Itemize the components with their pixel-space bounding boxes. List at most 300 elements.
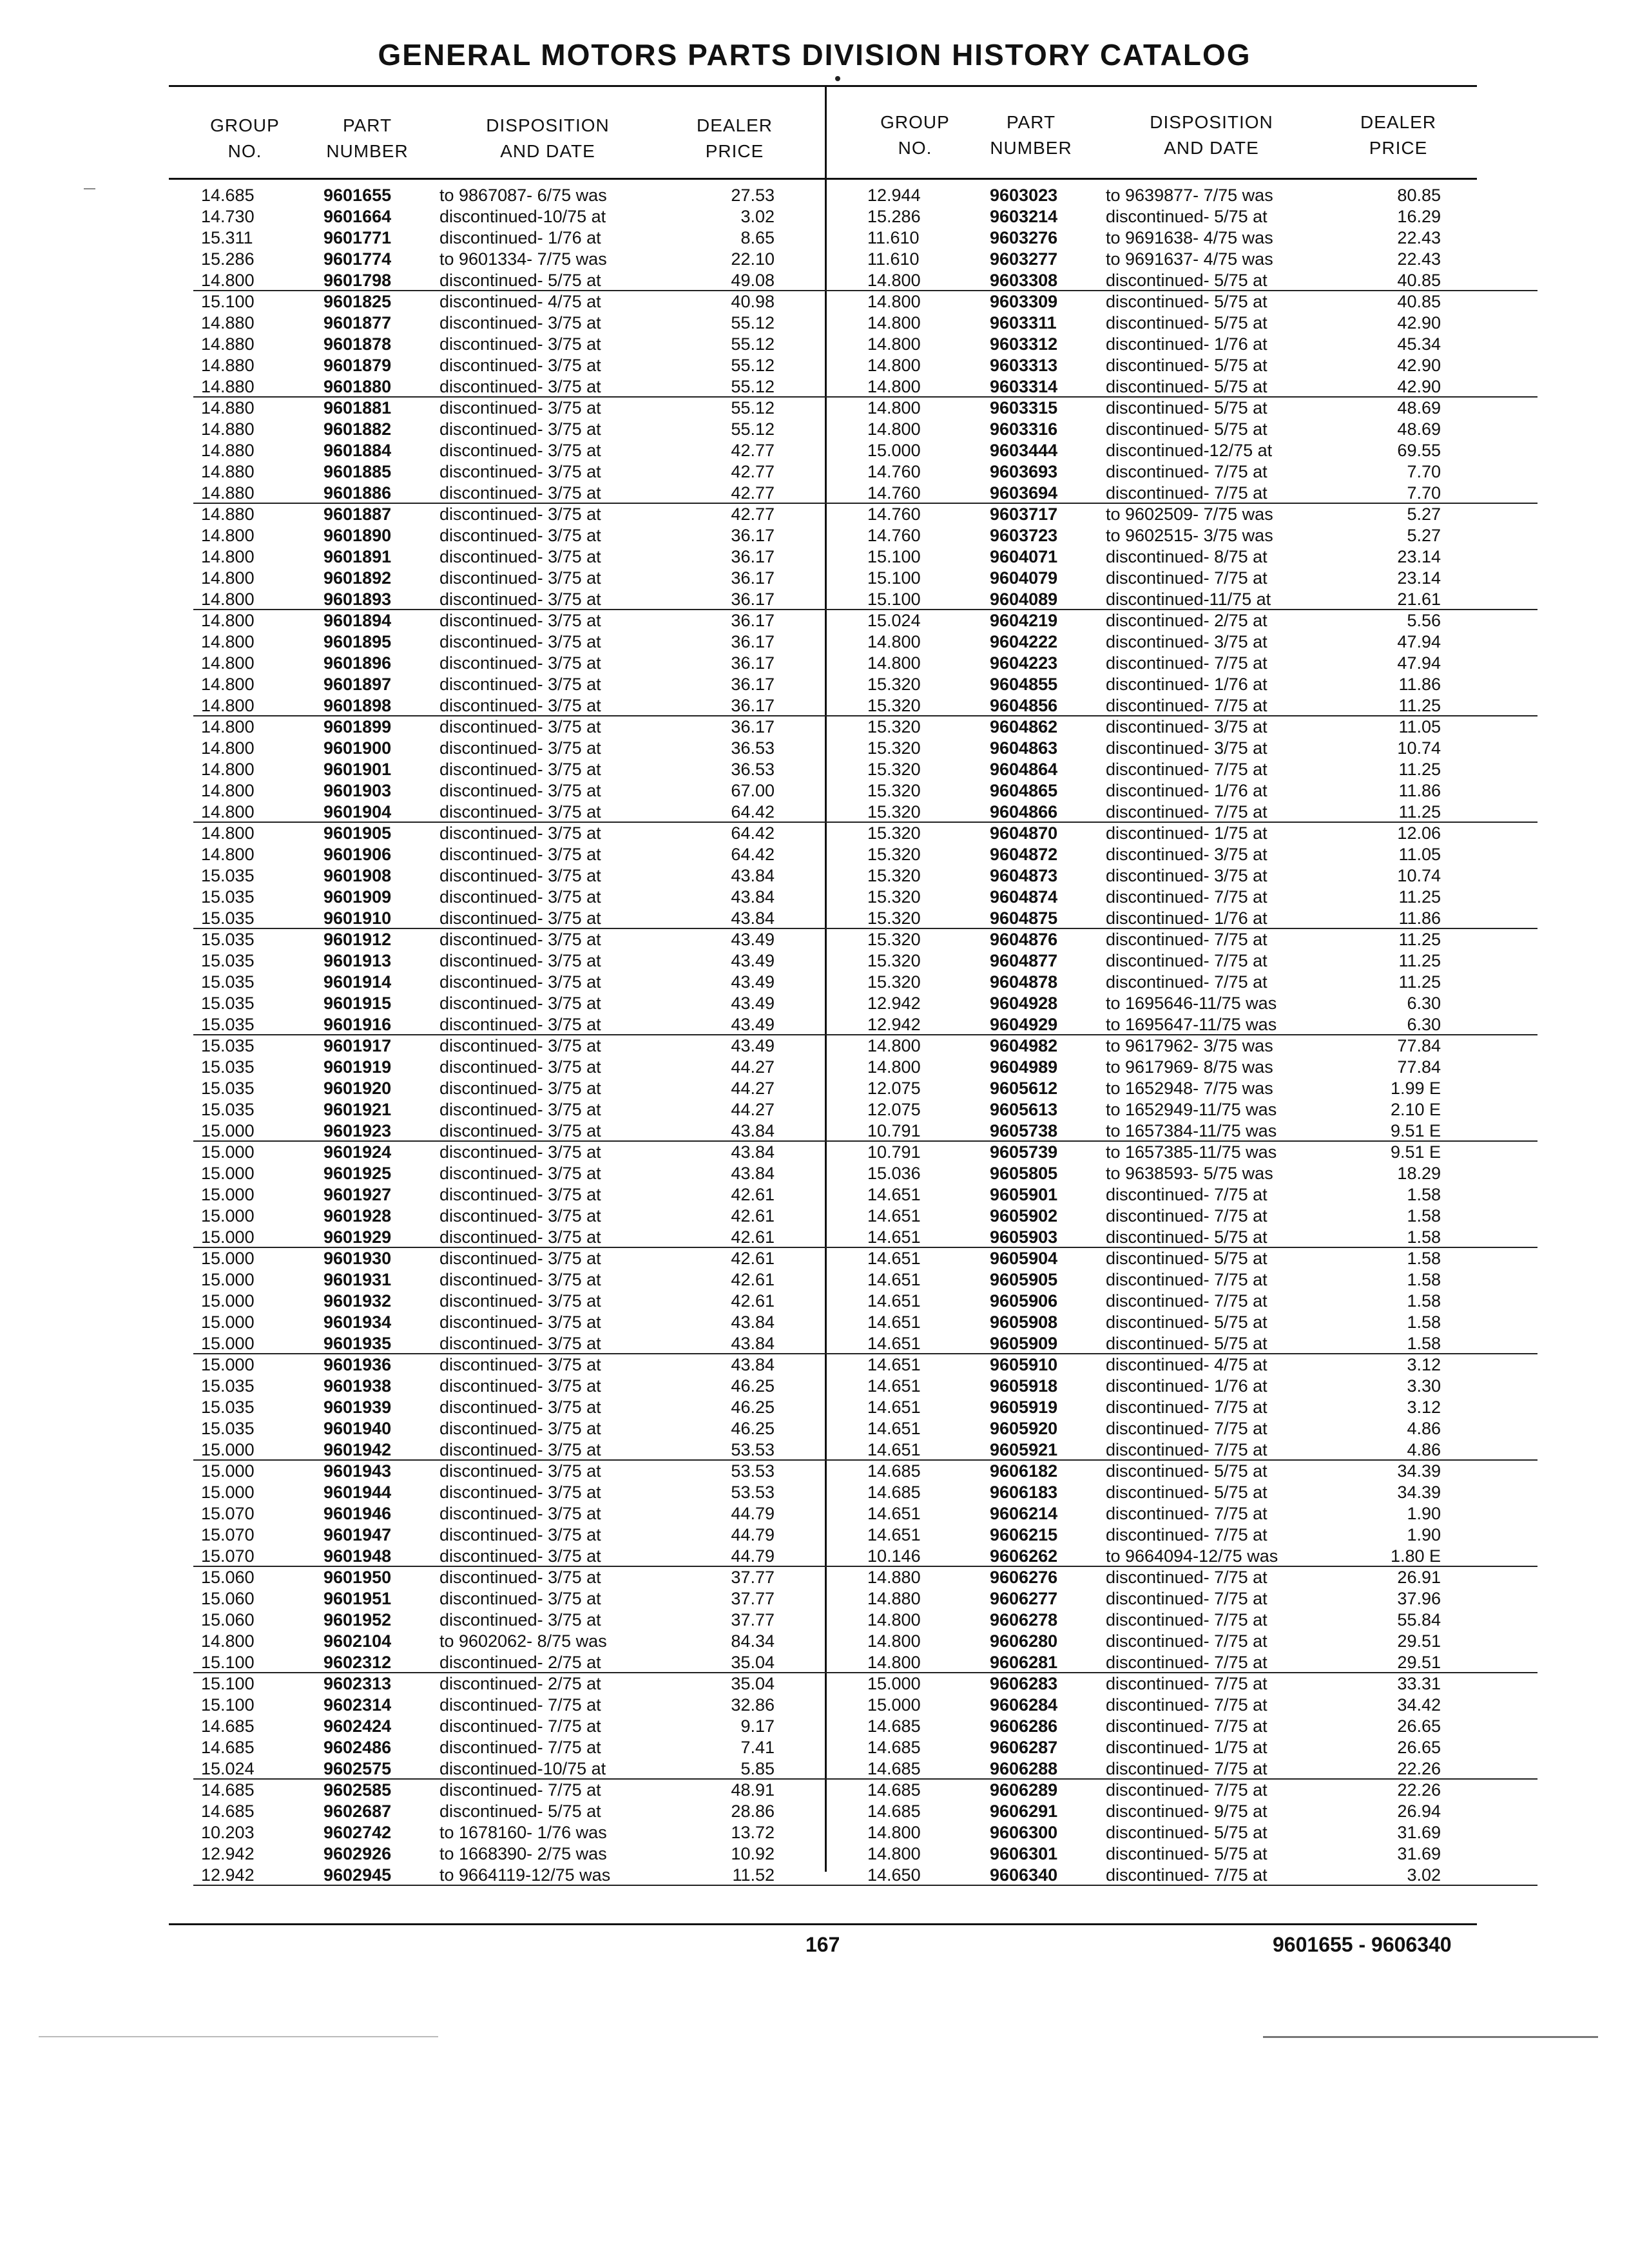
disposition: discontinued- 3/75 at — [439, 1398, 601, 1417]
table-row — [201, 653, 865, 674]
dealer-price: 64.42 — [731, 823, 775, 843]
dealer-price: 42.77 — [731, 462, 775, 481]
table-row — [201, 1631, 865, 1652]
group-no: 15.035 — [201, 1398, 255, 1417]
part-number: 9603311 — [990, 313, 1057, 332]
table-row — [867, 1503, 1531, 1524]
table-row — [867, 1716, 1531, 1737]
part-number: 9604864 — [990, 760, 1058, 779]
group-no: 15.000 — [201, 1121, 255, 1140]
dealer-price: 36.17 — [731, 696, 775, 715]
part-number: 9603444 — [990, 441, 1058, 460]
page-title: GENERAL MOTORS PARTS DIVISION HISTORY CATALOG — [378, 38, 1251, 72]
part-number: 9606262 — [990, 1546, 1058, 1566]
dealer-price: 3.12 — [1407, 1398, 1441, 1417]
disposition: discontinued- 9/75 at — [1106, 1802, 1268, 1821]
table-row — [867, 504, 1531, 525]
part-number: 9602926 — [323, 1844, 392, 1863]
group-no: 12.942 — [867, 994, 921, 1013]
footer-rule — [169, 1923, 1477, 1925]
disposition: discontinued- 3/75 at — [1106, 632, 1268, 651]
part-number: 9601919 — [323, 1057, 392, 1077]
group-no: 14.800 — [867, 653, 921, 673]
table-row — [201, 440, 865, 461]
disposition: discontinued- 1/75 at — [1106, 1738, 1268, 1757]
group-no: 15.320 — [867, 972, 921, 992]
dealer-price: 7.70 — [1407, 483, 1441, 503]
disposition: discontinued- 7/75 at — [1106, 1440, 1268, 1459]
dealer-price: 42.61 — [731, 1270, 775, 1289]
group-no: 14.730 — [201, 207, 255, 226]
dealer-price: 26.91 — [1397, 1568, 1441, 1587]
group-no: 14.651 — [867, 1249, 921, 1268]
part-number: 9601929 — [323, 1227, 392, 1247]
dealer-price: 64.42 — [731, 845, 775, 864]
right-parts-table — [867, 185, 1531, 1886]
group-no: 15.320 — [867, 760, 921, 779]
disposition: discontinued- 1/76 at — [1106, 1376, 1268, 1396]
dealer-price: 11.25 — [1398, 760, 1441, 779]
table-row — [201, 1758, 865, 1780]
table-row — [201, 1291, 865, 1312]
dealer-price: 44.27 — [731, 1079, 775, 1098]
table-row — [201, 1035, 865, 1057]
scan-mark — [84, 188, 95, 189]
part-number: 9605904 — [990, 1249, 1058, 1268]
disposition: discontinued- 3/75 at — [439, 1206, 601, 1225]
disposition: to 9867087- 6/75 was — [439, 186, 607, 205]
disposition: discontinued- 7/75 at — [1106, 568, 1268, 588]
table-row — [201, 1206, 865, 1227]
disposition: discontinued- 3/75 at — [439, 845, 601, 864]
part-number: 9603277 — [990, 249, 1058, 269]
group-no: 14.651 — [867, 1227, 921, 1247]
part-number: 9604875 — [990, 908, 1058, 928]
part-number: 9605613 — [990, 1100, 1058, 1119]
group-no: 14.800 — [867, 632, 921, 651]
group-no: 14.880 — [867, 1568, 921, 1587]
group-no: 15.100 — [867, 568, 921, 588]
table-row — [867, 1142, 1531, 1163]
disposition: discontinued- 5/75 at — [1106, 313, 1268, 332]
part-number: 9601905 — [323, 823, 392, 843]
table-row — [867, 908, 1531, 929]
disposition: discontinued- 5/75 at — [1106, 1483, 1268, 1502]
part-number: 9604982 — [990, 1036, 1058, 1055]
group-no: 14.651 — [867, 1334, 921, 1353]
disposition: discontinued- 1/76 at — [439, 228, 601, 247]
group-no: 15.000 — [201, 1142, 255, 1162]
dealer-price: 43.49 — [731, 1015, 775, 1034]
dealer-price: 43.84 — [731, 1312, 775, 1332]
dealer-price: 18.29 — [1397, 1164, 1441, 1183]
disposition: discontinued- 3/75 at — [439, 994, 601, 1013]
group-no: 12.942 — [201, 1865, 255, 1885]
disposition: to 9602062- 8/75 was — [439, 1631, 607, 1651]
group-no: 14.685 — [867, 1738, 921, 1757]
part-number: 9605738 — [990, 1121, 1058, 1140]
dealer-price: 35.04 — [731, 1674, 775, 1693]
group-no: 14.800 — [201, 547, 255, 566]
dealer-price: 22.43 — [1397, 228, 1441, 247]
group-no: 14.685 — [867, 1802, 921, 1821]
part-number: 9601655 — [323, 186, 392, 205]
table-row — [201, 376, 865, 398]
part-number: 9602585 — [323, 1780, 392, 1800]
group-no: 15.320 — [867, 845, 921, 864]
part-number: 9603309 — [990, 292, 1058, 311]
table-row — [867, 568, 1531, 589]
page-number: 167 — [805, 1933, 840, 1956]
table-row — [867, 419, 1531, 440]
table-row — [201, 1503, 865, 1524]
part-number: 9605805 — [990, 1164, 1058, 1183]
disposition: discontinued- 3/75 at — [439, 1504, 601, 1523]
part-number: 9605908 — [990, 1312, 1058, 1332]
table-row — [867, 589, 1531, 610]
group-no: 14.685 — [867, 1483, 921, 1502]
dealer-price: 11.05 — [1398, 717, 1441, 736]
disposition: discontinued- 7/75 at — [1106, 653, 1268, 673]
part-number: 9601938 — [323, 1376, 392, 1396]
disposition: discontinued- 7/75 at — [1106, 1568, 1268, 1587]
disposition: to 1695646-11/75 was — [1106, 994, 1277, 1013]
group-no: 14.800 — [201, 781, 255, 800]
part-number: 9601916 — [323, 1015, 392, 1034]
group-no: 14.685 — [867, 1716, 921, 1736]
disposition: discontinued- 3/75 at — [439, 1185, 601, 1204]
table-row — [201, 823, 865, 844]
part-number: 9604863 — [990, 738, 1058, 758]
table-row — [867, 1695, 1531, 1716]
right-header-part: PART NUMBER — [990, 112, 1072, 158]
dealer-price: 37.77 — [731, 1610, 775, 1629]
part-number: 9601920 — [323, 1079, 392, 1098]
table-row — [867, 610, 1531, 631]
disposition: discontinued- 3/75 at — [439, 1291, 601, 1311]
part-number: 9604929 — [990, 1015, 1058, 1034]
group-no: 14.800 — [201, 590, 255, 609]
group-no: 14.800 — [867, 1823, 921, 1842]
group-no: 15.100 — [201, 1653, 255, 1672]
part-number: 9602104 — [323, 1631, 392, 1651]
disposition: discontinued- 3/75 at — [439, 1610, 601, 1629]
group-no: 14.685 — [867, 1759, 921, 1778]
table-row — [201, 1780, 865, 1801]
table-row — [201, 1397, 865, 1418]
page-range: 9601655 - 9606340 — [1273, 1933, 1452, 1956]
table-row — [201, 631, 865, 653]
part-number: 9601882 — [323, 419, 392, 439]
part-number: 9604877 — [990, 951, 1058, 970]
part-number: 9603693 — [990, 462, 1058, 481]
dealer-price: 36.17 — [731, 568, 775, 588]
group-no: 15.000 — [201, 1227, 255, 1247]
part-number: 9601927 — [323, 1185, 392, 1204]
disposition: discontinued- 3/75 at — [439, 419, 601, 439]
group-no: 14.800 — [867, 1844, 921, 1863]
part-number: 9606182 — [990, 1461, 1058, 1481]
disposition: discontinued- 7/75 at — [1106, 1291, 1268, 1311]
disposition: discontinued- 7/75 at — [1106, 802, 1268, 822]
dealer-price: 16.29 — [1397, 207, 1441, 226]
table-row — [867, 1291, 1531, 1312]
table-row — [867, 950, 1531, 972]
dealer-price: 36.17 — [731, 675, 775, 694]
group-no: 14.760 — [867, 462, 921, 481]
table-row — [867, 780, 1531, 802]
table-row — [201, 1227, 865, 1248]
part-number: 9604862 — [990, 717, 1058, 736]
dealer-price: 11.25 — [1398, 802, 1441, 822]
dealer-price: 48.69 — [1397, 398, 1441, 418]
part-number: 9605901 — [990, 1185, 1058, 1204]
table-row — [201, 185, 865, 206]
group-no: 12.942 — [867, 1015, 921, 1034]
part-number: 9605920 — [990, 1419, 1058, 1438]
table-row — [201, 908, 865, 929]
dealer-price: 43.49 — [731, 994, 775, 1013]
part-number: 9601885 — [323, 462, 392, 481]
table-row — [867, 1120, 1531, 1142]
part-number: 9601878 — [323, 334, 392, 354]
dealer-price: 1.58 — [1407, 1312, 1441, 1332]
dealer-price: 55.12 — [731, 398, 775, 418]
disposition: discontinued- 3/75 at — [439, 611, 601, 630]
part-number: 9601909 — [323, 887, 392, 907]
dealer-price: 1.90 — [1407, 1504, 1441, 1523]
group-no: 15.320 — [867, 951, 921, 970]
disposition: discontinued- 5/75 at — [1106, 1227, 1268, 1247]
dealer-price: 4.86 — [1407, 1440, 1441, 1459]
group-no: 14.760 — [867, 483, 921, 503]
part-number: 9606281 — [990, 1653, 1058, 1672]
disposition: discontinued- 7/75 at — [1106, 1631, 1268, 1651]
group-no: 14.800 — [867, 1036, 921, 1055]
table-row — [201, 1588, 865, 1610]
dealer-price: 26.94 — [1397, 1802, 1441, 1821]
table-row — [201, 312, 865, 334]
table-row — [201, 525, 865, 546]
disposition: discontinued- 5/75 at — [1106, 1461, 1268, 1481]
table-row — [201, 1482, 865, 1503]
disposition: discontinued- 7/75 at — [1106, 930, 1268, 949]
group-no: 15.000 — [201, 1270, 255, 1289]
disposition: discontinued- 5/75 at — [1106, 1334, 1268, 1353]
group-no: 15.000 — [867, 441, 921, 460]
group-no: 15.320 — [867, 930, 921, 949]
group-no: 15.070 — [201, 1525, 255, 1544]
group-no: 14.651 — [867, 1440, 921, 1459]
scan-streak-left — [39, 2036, 438, 2037]
part-number: 9602945 — [323, 1865, 392, 1885]
part-number: 9601877 — [323, 313, 392, 332]
part-number: 9603717 — [990, 505, 1058, 524]
part-number: 9601940 — [323, 1419, 392, 1438]
dealer-price: 36.17 — [731, 653, 775, 673]
dealer-price: 11.86 — [1398, 675, 1441, 694]
group-no: 15.320 — [867, 675, 921, 694]
table-row — [201, 1014, 865, 1035]
group-no: 15.000 — [201, 1483, 255, 1502]
dealer-price: 77.84 — [1397, 1036, 1441, 1055]
dealer-price: 22.26 — [1397, 1780, 1441, 1800]
group-no: 14.651 — [867, 1355, 921, 1374]
table-row — [201, 929, 865, 950]
part-number: 9604874 — [990, 887, 1058, 907]
group-no: 14.685 — [201, 1738, 255, 1757]
disposition: discontinued- 3/75 at — [439, 653, 601, 673]
group-no: 14.800 — [867, 334, 921, 354]
disposition: discontinued- 7/75 at — [1106, 1206, 1268, 1225]
table-row — [867, 249, 1531, 270]
group-no: 15.100 — [201, 1695, 255, 1715]
group-no: 15.000 — [201, 1461, 255, 1481]
group-no: 15.320 — [867, 738, 921, 758]
disposition: discontinued- 3/75 at — [439, 568, 601, 588]
dealer-price: 31.69 — [1397, 1823, 1441, 1842]
table-row — [201, 716, 865, 738]
table-row — [201, 887, 865, 908]
group-no: 14.800 — [201, 632, 255, 651]
part-number: 9606289 — [990, 1780, 1058, 1800]
part-number: 9604865 — [990, 781, 1058, 800]
part-number: 9601664 — [323, 207, 392, 226]
disposition: discontinued- 3/75 at — [439, 887, 601, 907]
table-row — [867, 1312, 1531, 1333]
group-no: 14.800 — [867, 1631, 921, 1651]
dealer-price: 37.77 — [731, 1568, 775, 1587]
group-no: 14.685 — [867, 1780, 921, 1800]
dealer-price: 42.90 — [1397, 377, 1441, 396]
disposition: discontinued- 4/75 at — [439, 292, 601, 311]
group-no: 10.791 — [867, 1121, 921, 1140]
table-row — [867, 1376, 1531, 1397]
table-row — [201, 802, 865, 823]
disposition: discontinued- 3/75 at — [439, 377, 601, 396]
disposition: discontinued- 3/75 at — [439, 1142, 601, 1162]
disposition: discontinued- 5/75 at — [1106, 207, 1268, 226]
table-row — [867, 759, 1531, 780]
group-no: 14.800 — [867, 1610, 921, 1629]
table-row — [867, 716, 1531, 738]
part-number: 9601935 — [323, 1334, 392, 1353]
disposition: to 1668390- 2/75 was — [439, 1844, 607, 1863]
group-no: 15.286 — [867, 207, 921, 226]
part-number: 9602424 — [323, 1716, 392, 1736]
part-number: 9603316 — [990, 419, 1058, 439]
part-number: 9603314 — [990, 377, 1058, 396]
part-number: 9602312 — [323, 1653, 392, 1672]
table-row — [201, 1057, 865, 1078]
table-row — [867, 1567, 1531, 1588]
table-row — [201, 950, 865, 972]
table-row — [201, 695, 865, 716]
disposition: discontinued- 3/75 at — [439, 1015, 601, 1034]
group-no: 14.880 — [201, 356, 255, 375]
dealer-price: 34.39 — [1397, 1483, 1441, 1502]
part-number: 9601950 — [323, 1568, 392, 1587]
group-no: 14.685 — [201, 1780, 255, 1800]
dealer-price: 77.84 — [1397, 1057, 1441, 1077]
part-number: 9602313 — [323, 1674, 392, 1693]
part-number: 9601944 — [323, 1483, 392, 1502]
disposition: discontinued- 3/75 at — [439, 1355, 601, 1374]
part-number: 9601923 — [323, 1121, 392, 1140]
group-no: 15.000 — [867, 1695, 921, 1715]
part-number: 9605905 — [990, 1270, 1058, 1289]
table-row — [867, 1482, 1531, 1503]
dealer-price: 9.51 E — [1390, 1121, 1441, 1140]
dealer-price: 36.17 — [731, 526, 775, 545]
part-number: 9601932 — [323, 1291, 392, 1311]
dealer-price: 55.12 — [731, 334, 775, 354]
disposition: discontinued- 7/75 at — [1106, 1695, 1268, 1715]
part-number: 9601946 — [323, 1504, 392, 1523]
table-row — [201, 483, 865, 504]
part-number: 9601892 — [323, 568, 392, 588]
table-row — [201, 461, 865, 483]
group-no: 14.800 — [201, 526, 255, 545]
part-number: 9601924 — [323, 1142, 392, 1162]
group-no: 14.880 — [201, 334, 255, 354]
group-no: 14.800 — [201, 845, 255, 864]
dealer-price: 64.42 — [731, 802, 775, 822]
group-no: 15.100 — [867, 590, 921, 609]
group-no: 15.000 — [201, 1355, 255, 1374]
disposition: discontinued- 7/75 at — [1106, 1653, 1268, 1672]
part-number: 9601930 — [323, 1249, 392, 1268]
dealer-price: 1.58 — [1407, 1270, 1441, 1289]
dealer-price: 42.90 — [1397, 313, 1441, 332]
disposition: discontinued- 1/76 at — [1106, 908, 1268, 928]
table-row — [201, 546, 865, 568]
dealer-price: 1.58 — [1407, 1334, 1441, 1353]
part-number: 9602687 — [323, 1802, 392, 1821]
table-row — [867, 1652, 1531, 1673]
table-row — [201, 1376, 865, 1397]
table-row — [867, 1333, 1531, 1354]
dealer-price: 3.30 — [1407, 1376, 1441, 1396]
dealer-price: 11.25 — [1398, 887, 1441, 907]
part-number: 9605921 — [990, 1440, 1058, 1459]
group-no: 15.320 — [867, 823, 921, 843]
part-number: 9604872 — [990, 845, 1058, 864]
group-no: 15.320 — [867, 781, 921, 800]
dealer-price: 23.14 — [1397, 547, 1441, 566]
dealer-price: 53.53 — [731, 1483, 775, 1502]
dealer-price: 67.00 — [731, 781, 775, 800]
disposition: to 9664094-12/75 was — [1106, 1546, 1278, 1566]
group-no: 14.800 — [867, 271, 921, 290]
dealer-price: 46.25 — [731, 1398, 775, 1417]
table-row — [867, 1248, 1531, 1269]
part-number: 9601947 — [323, 1525, 392, 1544]
disposition: discontinued- 7/75 at — [1106, 1716, 1268, 1736]
disposition: discontinued- 3/75 at — [439, 1461, 601, 1481]
dealer-price: 1.90 — [1407, 1525, 1441, 1544]
part-number: 9606283 — [990, 1674, 1058, 1693]
table-row — [201, 865, 865, 887]
group-no: 15.000 — [201, 1206, 255, 1225]
group-no: 15.100 — [867, 547, 921, 566]
disposition: discontinued- 3/75 at — [1106, 738, 1268, 758]
group-no: 15.035 — [201, 930, 255, 949]
dealer-price: 31.69 — [1397, 1844, 1441, 1863]
group-no: 15.035 — [201, 994, 255, 1013]
dealer-price: 42.77 — [731, 483, 775, 503]
group-no: 15.035 — [201, 1419, 255, 1438]
